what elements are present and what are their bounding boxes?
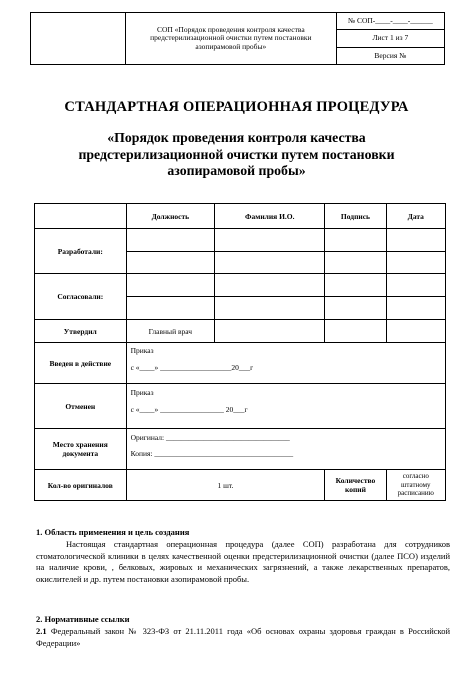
- approval-table: [34, 203, 446, 501]
- table-row: [35, 229, 446, 252]
- originals-count: 1 шт.: [126, 470, 325, 501]
- table-row: [35, 343, 446, 384]
- header-logo-cell: [31, 13, 126, 65]
- section-2-number: 2.1: [36, 626, 47, 636]
- row-label-cancelled: Отменен: [35, 384, 127, 429]
- table-cell: [325, 320, 386, 343]
- table-cell: [386, 229, 445, 252]
- row-label-agreed: Согласовали:: [35, 274, 127, 320]
- cancelled-order: Приказ: [130, 388, 154, 397]
- page-subtitle: «Порядок проведения контроля качества предстерилизационной очистки путем постановки азопирамовой пробы»: [78, 130, 395, 178]
- row-label-originals-count: Кол-во оригиналов: [35, 470, 127, 501]
- header-fullname: Фамилия И.О.: [215, 204, 325, 229]
- table-row: [35, 429, 446, 470]
- copies-count-label: Количество копий: [325, 470, 386, 501]
- row-label-approved: Утвердил: [35, 320, 127, 343]
- table-cell: [215, 274, 325, 297]
- introduced-date: с «____» ___________________20___г: [130, 363, 254, 372]
- storage-copy: Копия: _____________________________________: [130, 449, 294, 458]
- header-date: Дата: [386, 204, 445, 229]
- table-corner-cell: [35, 204, 127, 229]
- section-2-body: Федеральный закон № 323-ФЗ от 21.11.2011 года «Об основах охраны здоровья граждан в Российской Федерации»: [36, 626, 451, 648]
- header-title: СОП «Порядок проведения контроля качества предстерилизационной очистки путем постановки азопирамовой пробы»: [125, 13, 336, 65]
- table-cell: [215, 229, 325, 252]
- table-cell: [215, 252, 325, 274]
- table-cell: [126, 229, 215, 252]
- table-row: [35, 274, 446, 297]
- header-version: Версия №: [336, 47, 444, 64]
- table-cell: [325, 252, 386, 274]
- copies-count: согласно штатному расписанию: [386, 470, 445, 501]
- table-cell: [325, 229, 386, 252]
- table-cell: [325, 297, 386, 320]
- table-cell: [386, 252, 445, 274]
- table-cell: [215, 320, 325, 343]
- table-cell: [126, 297, 215, 320]
- table-row: [35, 470, 446, 501]
- document-header: [30, 12, 445, 65]
- storage-original: Оригинал: _________________________________: [130, 433, 290, 442]
- storage-cell: [126, 429, 445, 470]
- header-signature: Подпись: [325, 204, 386, 229]
- row-label-developed: Разработали:: [35, 229, 127, 274]
- table-cell: [386, 320, 445, 343]
- cancelled-cell: [126, 384, 445, 429]
- table-cell: [126, 252, 215, 274]
- table-cell: [215, 297, 325, 320]
- header-sheet: Лист 1 из 7: [336, 30, 444, 47]
- row-label-storage: Место хранения документа: [35, 429, 127, 470]
- section-2-title: 2. Нормативные ссылки: [36, 614, 130, 624]
- section-2-text: [36, 626, 450, 649]
- section-1-text: Настоящая стандартная операционная процедура (далее СОП) разработана для сотрудников стоматологической клиники в целях качественной оценки предстерилизационной очистки (далее ПСО) изделий на наличие крови, , белковых, жировых и механических загрязнений, а также лекарственных препаратов, окислителей и др. путем постановки азопирамовой пробы.: [36, 539, 450, 584]
- introduced-order: Приказ: [130, 346, 154, 355]
- header-number: № СОП-____-____-______: [336, 13, 444, 30]
- section-1-title: 1. Область применения и цель создания: [36, 527, 190, 537]
- table-row: [35, 320, 446, 343]
- introduced-cell: [126, 343, 445, 384]
- table-row: [35, 384, 446, 429]
- table-cell: [325, 274, 386, 297]
- approved-position: Главный врач: [126, 320, 215, 343]
- table-header-row: [35, 204, 446, 229]
- table-cell: [386, 297, 445, 320]
- table-cell: [126, 274, 215, 297]
- table-cell: [386, 274, 445, 297]
- page-title: СТАНДАРТНАЯ ОПЕРАЦИОННАЯ ПРОЦЕДУРА: [64, 99, 409, 115]
- header-position: Должность: [126, 204, 215, 229]
- row-label-introduced: Введен в действие: [35, 343, 127, 384]
- cancelled-date: с «____» _________________ 20___г: [130, 405, 248, 414]
